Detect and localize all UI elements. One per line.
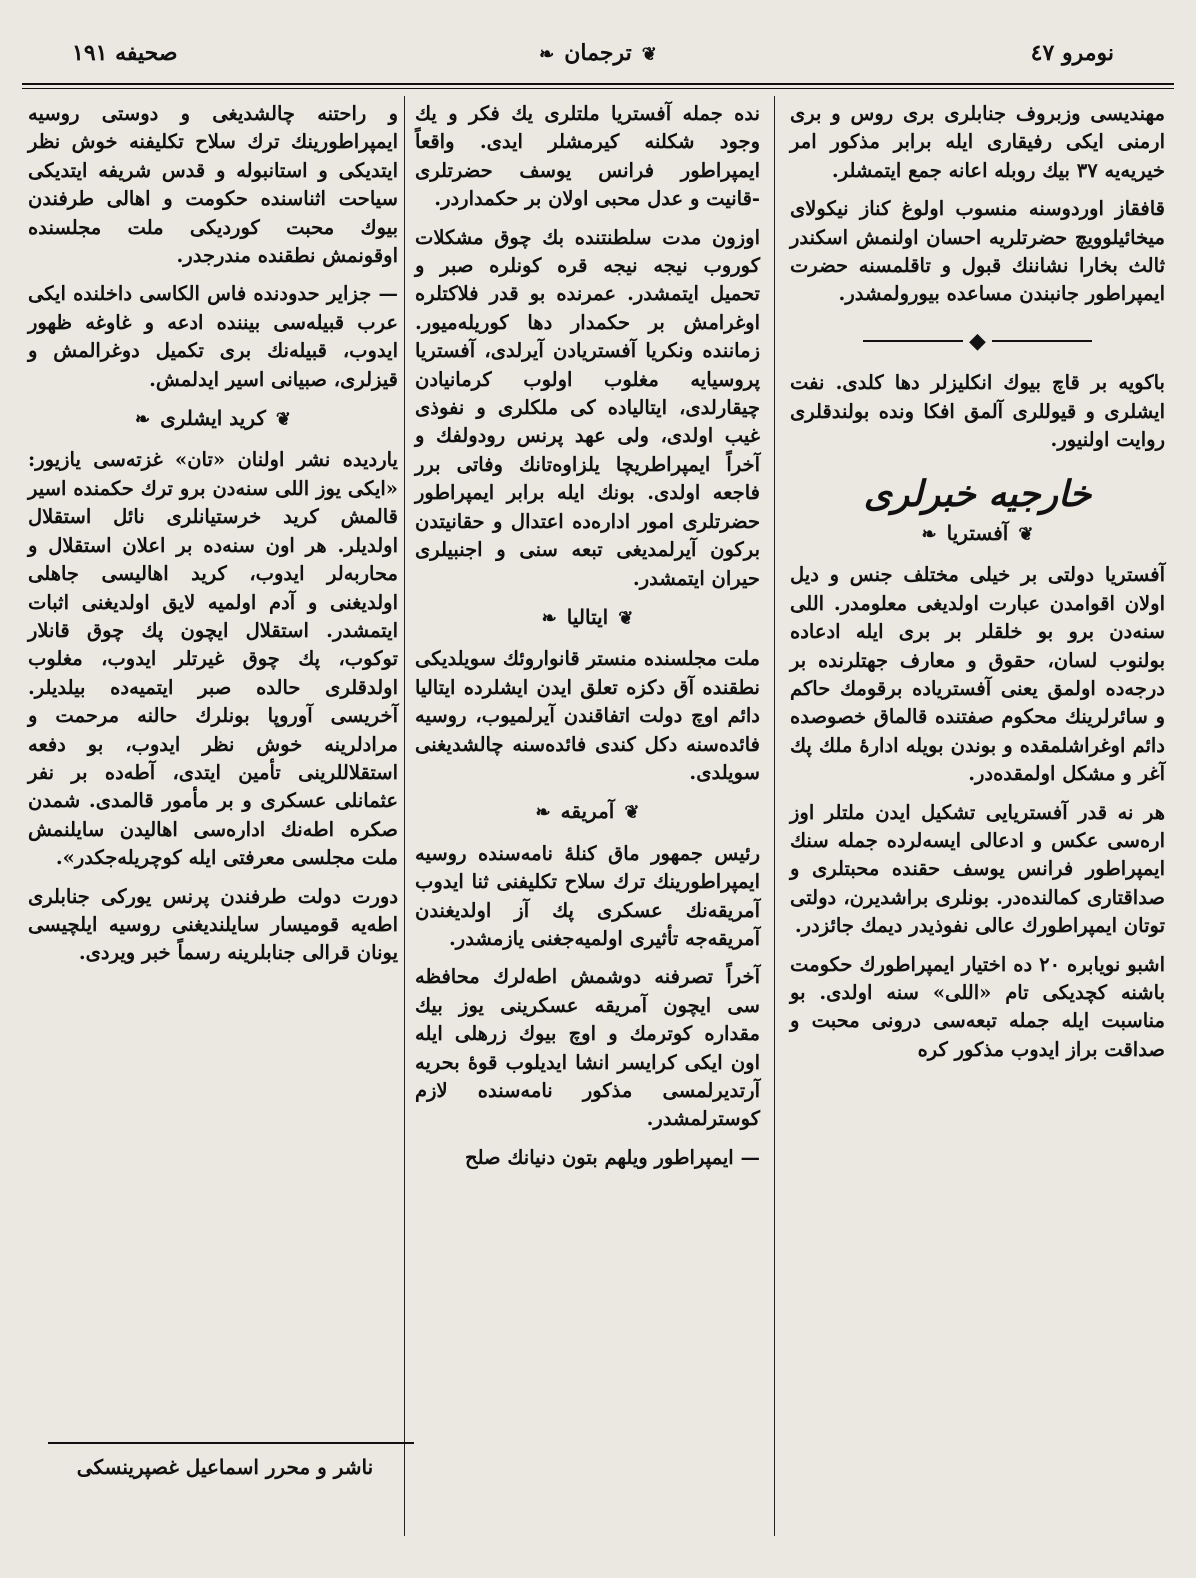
column-divider [774,96,775,1536]
paragraph: — ایمپراطور ویلهم بتون دنیانك صلح [464,1145,760,1169]
column-left [28,100,398,978]
paragraph: آفستریا دولتی بر خیلی مختلف جنس و دیل اولان اقوامدن عبارت اولدیغی معلومدر. اللی سنه‌دن برو بو خلقلر بر بری ایله ادعاده بولنوب لسان، حقوق و معارف جهتلرنده بر درجه‌ده اولمق یعنی آفستریاده برقومك حاکم و سائرلرینك محکوم صفتنده قالماق خصوصده دائم اوغراشلمقده و بوندن بویله ادارهٔ ملك پك آغر و مشکل اولمقده‌در. [790,563,1165,786]
ornament-icon: ❦ [624,802,640,824]
ornament-icon: ❧ [535,802,551,824]
ornament-icon: ❧ [134,409,151,431]
sub-heading: ❦آفستریا❧ [790,519,1165,549]
paragraph: مهندیسی وزبروف جنابلری بری روس و بری ارمنی ایکی رفیقاری ایله برابر مذکور امر خیریه‌یه ٣٧ بیك روبله اعانه جمع ایتمشلر. [790,102,1165,182]
page-number: صحیفه ١٩١ [72,40,178,66]
sub-heading: ❦کرید ایشلری❧ [28,404,398,434]
ornament-icon: ❧ [541,607,557,629]
sub-heading: ❦آمریقه❧ [415,797,760,827]
section-separator [790,327,1165,355]
masthead [22,40,1174,88]
footer-rule [48,1442,414,1444]
ornament-icon: ❦ [641,44,657,65]
ornament-icon: ❧ [539,44,555,65]
paragraph: رئیس جمهور ماق کنلهٔ نامه‌سنده روسیه ایمپراطورینك ترك سلاح تکلیفنی ثنا ایدوب آمریقه‌نك عسکری پك آز اولدیغندن آمریقه‌جه تأثیری اولمیه‌جغنی یازمشدر. [415,841,760,950]
paragraph: نده جمله آفستریا ملتلری یك فکر و یك وجود شکلنه کیرمشلر ایدی. واقعاً ایمپراطور فرانس یوسف حضرتلری -قانیت و عدل محبی اولان بر حکمداردر. [415,102,760,211]
paragraph: قافقاز اوردوسنه منسوب اولوغ کناز نیکولای میخائیلوویچ حضرتلریه احسان اولنمش اسکندر ثالث بخارا نشاننك قبول و تاقلمسنه حضرت ایمپراطور جانبندن مساعده بیورولمشدر. [790,197,1165,306]
issue-number: نومرو ٤٧ [1030,40,1114,66]
sub-heading: ❦ایتالیا❧ [415,603,760,633]
paper-title [22,40,1174,66]
publisher-line: ناشر و محرر اسماعیل غصپرینسکی [76,1455,374,1479]
column-divider [404,96,405,1536]
paragraph: دورت دولت طرفندن پرنس یورکی جنابلری اطه‌یه قومیسار سایلندیغنی روسیه ایلچیسی یونان قرالی جنابلرینه رسماً خبر ویردی. [28,884,398,965]
paper-name: ترجمان [564,40,632,66]
ornament-icon: ❧ [921,523,937,545]
diamond-icon: ◆ [969,327,986,354]
paragraph: ملت مجلسنده منستر قانواروئك سویلدیکی نطقنده آق دکزه تعلق ایدن ایشلرده ایتالیا دائم اوچ دولت اتفاقندن آیرلمیوب، روسیه فائده‌سنه دکل کندی فائده‌سنه چالشدیغنی سویلدی. [415,647,760,784]
ornament-icon: ❦ [275,409,292,431]
masthead-rule [22,83,1174,85]
paragraph: یاردیده نشر اولنان «تان» غزته‌سی یازیور: «ایکی یوز اللی سنه‌دن برو ترك حکمنده اسیر قالمش کرید خرستیانلری نائل استقلال اولدیلر. هر اون سنه‌ده بر اعلان استقلال و محاربه‌لر ایدوب، کرید اهالیسی جاهلی اولدیغنی و آدم اولمیه لایق اولدیغنی اثبات ایتمشدر. استقلال ایچون پك چوق قانلار توکوب، پك چوق غیرتلر ایدوب، مغلوب اولدقلری حالده صبر ایتمیه‌ده بیلدیلر. آخریسی آوروپا بونلرك حالنه مرحمت و مرادلرینه خوش نظر ایدوب، بو دفعه استقلاللرینی تأمین ایتدی، آطه‌ده بر نفر عثمانلی عسکری و بر مأمور قالمدی. شمدن صکره اطه‌نك اداره‌سی اهالیدن سایلنمش ملت مجلسی معرفتی ایله کوچریله‌جکدر». [28,448,398,870]
paragraph: باکویه بر قاچ بیوك انکلیزلر دها کلدی. نفت ایشلری و قیوللری آلمق افکا ونده بولندقلری روایت اولنیور. [790,371,1165,452]
section-title: خارجیه خبرلری [863,473,1092,516]
column-right [790,100,1165,1074]
paragraph: آخراً تصرفنه دوشمش اطه‌لرك محافظه سی ایچون آمریقه عسکرینی یوز بیك مقداره کوترمك و اوچ بیوك زرهلی ایله اون ایکی کرایسر انشا ایدیلوب قوهٔ بحریه آرتدیرلمسی مذکور نامه‌سنده لازم کوسترلمشدر. [415,965,760,1131]
ornament-icon: ❦ [1018,523,1034,545]
masthead-rule [22,88,1174,89]
paragraph: اوزون مدت سلطنتنده بك چوق مشکلات کوروب نیجه نیجه قره کونلره صبر و تحمیل ایتمشدر. عمرنده بو قدر فلاکتلره اوغرامش بر حکمدار دها کوریله‌میور. زماننده ونکریا آفستریادن آیرلدی، آفستریا پروسیایه مغلوب اولوب کرمانیادن چیقارلدی، ایتالیاده کی ملکلری و نفوذی غیب اولدی، ولی عهد پرنس رودولفك و آخراً ایمپراطریچا یلزاوه‌تانك وفاتی برر فاجعه اولدی. بونك ایله برابر ایمپراطور حضرتلری امور اداره‌ده اعتدال و حقانیتدن برکون آیرلمدیغی تبعه سنی و اجنبیلری حیران ایتمشدر. [415,225,760,590]
paragraph: هر نه قدر آفستریایی تشکیل ایدن ملتلر اوز اره‌سی عکس و ادعالی ایسه‌لرده جمله سنك ایمپراطور فرانس یوسف حقنده محبتلری و صداقتاری کمالنده‌در. بونلری براشدیرن، دولتی توتان ایمپراطورك عالی نفوذیدر دیمك جائزدر. [790,800,1165,938]
paragraph: — جزایر حدودنده فاس الکاسی داخلنده ایکی عرب قبیله‌سی بیننده ادعه و غاوغه ظهور ایدوب، قبیله‌نك بری تکمیل دوغرالمش و قیزلری، صبیانی اسیر ایدلمش. [28,282,398,391]
ornament-icon: ❦ [618,607,634,629]
column-middle [415,100,760,1182]
paragraph: و راحتنه چالشدیغی و دوستی روسیه ایمپراطورینك ترك سلاح تکلیفنه خوش نظر ایتدیکی و استانبوله و قدس شریفه ایتدیکی سیاحت اثناسنده حکومت و اهالی طرفندن بیوك محبت کوردیکی ملت مجلسنده اوقونمش نطقنده مندرجدر. [28,102,398,268]
paragraph: اشبو نویابره ٢٠ ده اختیار ایمپراطورك حکومت باشنه کچدیکی تام «اللی» سنه اولدی. بو مناسبت ایله جمله تبعه‌سی درونی محبت و صداقت براز ایدوب مذکور کره [790,952,1165,1061]
